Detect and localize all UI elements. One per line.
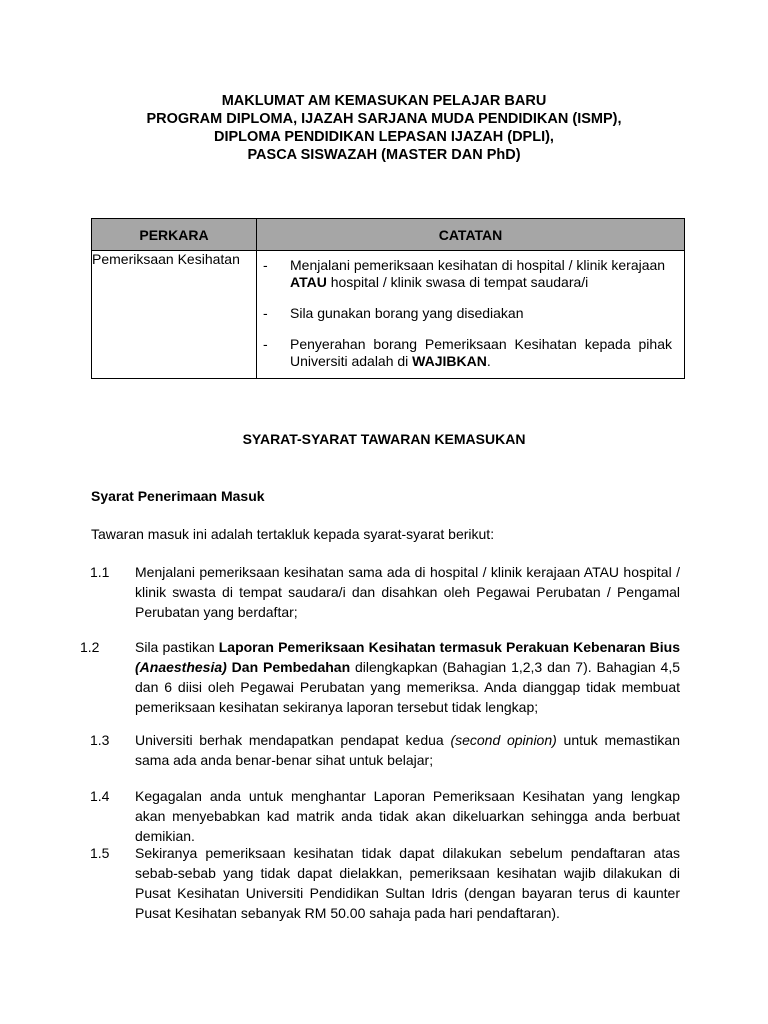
- header-line-3: DIPLOMA PENDIDIKAN LEPASAN IJAZAH (DPLI),: [214, 129, 554, 145]
- clause-1-5: [80, 843, 680, 923]
- clause-bold-text: Laporan Pemeriksaan Kesihatan termasuk Perakuan Kebenaran Bius: [218, 639, 680, 655]
- clause-number: 1.2: [80, 639, 100, 655]
- note-text: Sila gunakan borang yang disediakan: [290, 305, 524, 321]
- clause-number: 1.3: [90, 732, 110, 748]
- clause-text: Kegagalan anda untuk menghantar Laporan Pemeriksaan Kesihatan yang lengkap akan menyebabkan kad matrik anda tidak akan dikeluarkan sehingga anda berbuat demikian.: [135, 788, 680, 844]
- header-line-1: MAKLUMAT AM KEMASUKAN PELAJAR BARU: [221, 93, 547, 109]
- section-title: SYARAT-SYARAT TAWARAN KEMASUKAN: [242, 431, 526, 447]
- note-dash: -: [263, 305, 268, 321]
- document-header: [0, 92, 768, 164]
- header-line-4: PASCA SISWAZAH (MASTER DAN PhD): [247, 147, 521, 163]
- clause-1-3: [80, 730, 680, 770]
- note-bold-text: WAJIBKAN: [412, 353, 487, 369]
- column-header-catatan: CATATAN: [257, 219, 685, 251]
- note-dash: -: [263, 336, 268, 352]
- clause-text: Universiti berhak mendapatkan pendapat kedua: [135, 732, 451, 748]
- clause-number: 1.5: [90, 845, 110, 861]
- note-text: hospital / klinik swasa di tempat saudara/i: [326, 274, 589, 290]
- clause-bold-text: Dan Pembedahan: [226, 659, 351, 675]
- sub-title: Syarat Penerimaan Masuk: [91, 488, 265, 504]
- clause-text: Menjalani pemeriksaan kesihatan sama ada di hospital / klinik kerajaan ATAU hospital / klinik swasta di tempat saudara/i dan disahkan oleh Pegawai Perubatan / Pengamal Perubatan yang berdaftar;: [135, 564, 680, 620]
- clause-text: dilengkapkan (Bahagian 1,2,3 dan 7). Bahagian 4,5 dan 6 diisi oleh Pegawai Perubatan yang memeriksa. Anda dianggap tidak membuat pemeriksaan kesihatan sekiranya laporan tersebut tidak lengkap;: [135, 659, 680, 715]
- note-text: Menjalani pemeriksaan kesihatan di hospital / klinik kerajaan: [290, 257, 666, 273]
- clause-number: 1.4: [90, 788, 110, 804]
- clause-1-1: [80, 562, 680, 622]
- clause-text: Sila pastikan: [135, 639, 219, 655]
- header-line-2: PROGRAM DIPLOMA, IJAZAH SARJANA MUDA PENDIDIKAN (ISMP),: [146, 111, 622, 127]
- clause-bold-italic-text: (Anaesthesia): [135, 659, 227, 675]
- perkara-cell: Pemeriksaan Kesihatan: [92, 251, 257, 379]
- note-item: [263, 257, 672, 291]
- clause-1-4: [80, 786, 680, 846]
- note-text: Penyerahan borang Pemeriksaan Kesihatan kepada pihak Universiti adalah di: [290, 336, 672, 369]
- note-text: .: [486, 353, 491, 369]
- note-dash: -: [263, 257, 268, 273]
- note-bold-text: ATAU: [290, 274, 327, 290]
- requirements-table: [91, 218, 685, 379]
- note-item: [263, 336, 672, 370]
- clause-1-2: [80, 637, 680, 717]
- clause-number: 1.1: [90, 564, 110, 580]
- clause-text: untuk memastikan sama ada anda benar-benar sihat untuk belajar;: [135, 732, 680, 768]
- table-row: [92, 251, 685, 379]
- intro-text: Tawaran masuk ini adalah tertakluk kepada syarat-syarat berikut:: [91, 526, 495, 542]
- note-item: [263, 305, 672, 322]
- clause-text: Sekiranya pemeriksaan kesihatan tidak dapat dilakukan sebelum pendaftaran atas sebab-sebab yang tidak dapat dielakkan, pemeriksaan kesihatan wajib dilakukan di Pusat Kesihatan Universiti Pendidikan Sultan Idris (dengan bayaran terus di kaunter Pusat Kesihatan sebanyak RM 50.00 sahaja pada hari pendaftaran).: [135, 845, 680, 921]
- column-header-perkara: PERKARA: [92, 219, 257, 251]
- table-header-row: [92, 219, 685, 251]
- clause-italic-text: (second opinion): [450, 732, 557, 748]
- catatan-cell: [257, 251, 685, 379]
